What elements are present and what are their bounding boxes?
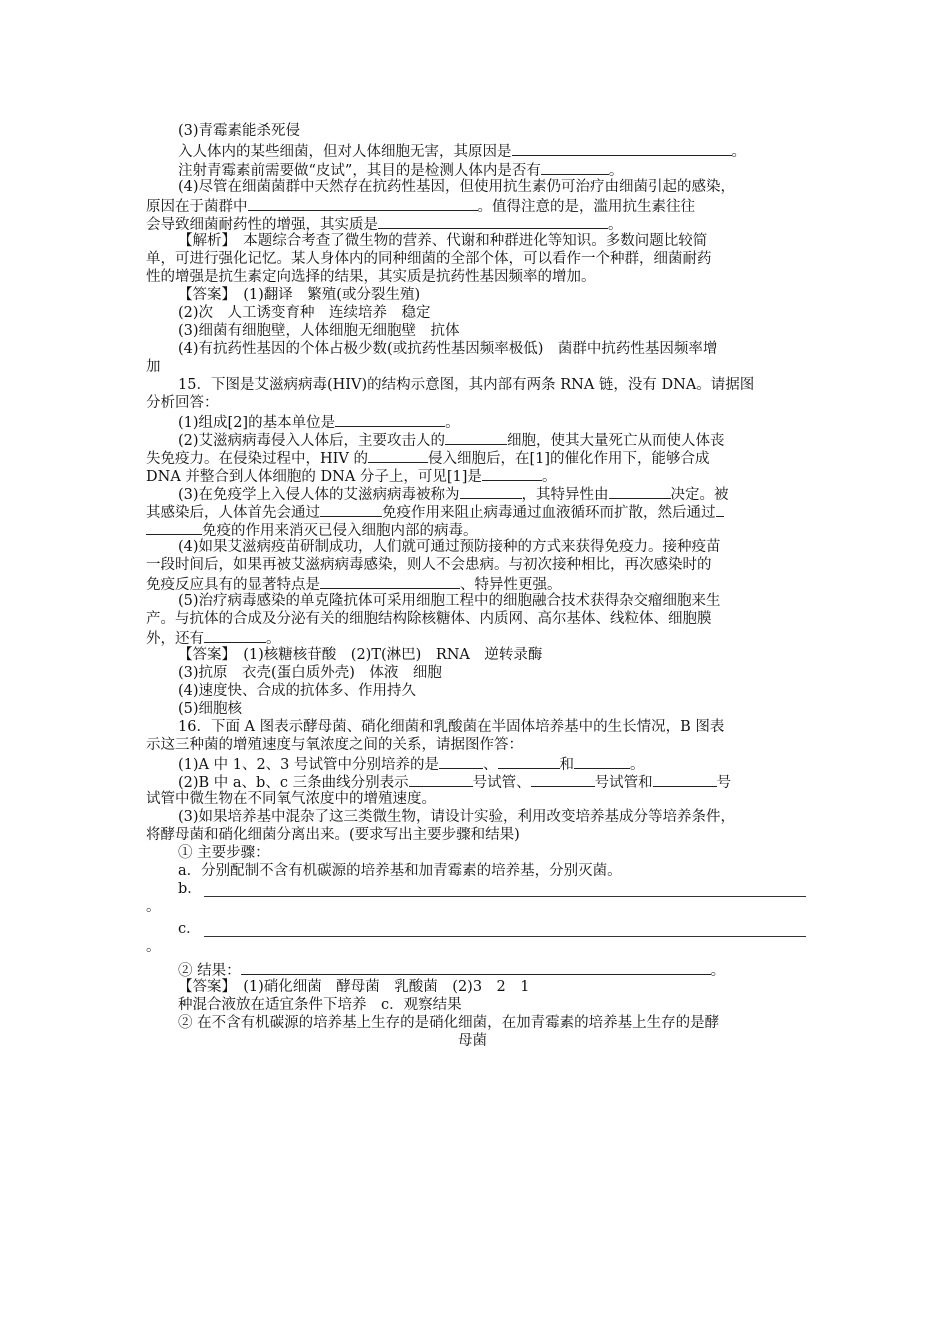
- text-span: 免疫作用来阻止病毒通过血液循环而扩散，然后通过: [382, 505, 716, 521]
- text-span: 。: [445, 415, 460, 431]
- text-line: 产。与抗体的合成及分泌有关的细胞结构除核糖体、内质网、高尔基体、线粒体、细胞膜: [146, 611, 712, 627]
- text-span: 免疫反应具有的显著特点是: [146, 577, 320, 593]
- text-line: (4)速度快、合成的抗体多、作用持久: [178, 683, 417, 699]
- text-line: (2)次 人工诱变育种 连续培养 稳定: [178, 305, 431, 321]
- text-span: 细胞，使其大量死亡从而使人体丧: [507, 433, 725, 449]
- text-line: (4)如果艾滋病疫苗研制成功，人们就可通过预防接种的方式来获得免疫力。接种疫苗: [178, 539, 721, 555]
- text-line: 【解析】 本题综合考查了微生物的营养、代谢和种群进化等知识。多数问题比较简: [178, 233, 708, 249]
- text-span: 。: [541, 469, 557, 485]
- text-span: 免疫的作用来消灭已侵入细胞内部的病毒。: [202, 523, 478, 539]
- text-span: 。: [608, 217, 623, 233]
- text-span: 。值得注意的是，滥用抗生素往往: [477, 199, 695, 215]
- answer-blank[interactable]: [204, 628, 266, 643]
- text-line: [178, 141, 746, 161]
- answer-blank[interactable]: [498, 754, 560, 769]
- text-line: 将酵母菌和硝化细菌分离出来。(要求写出主要步骤和结果): [146, 827, 520, 843]
- text-line: b．: [178, 881, 202, 897]
- text-line: 母菌: [458, 1033, 487, 1049]
- answer-blank[interactable]: [409, 772, 473, 787]
- answer-blank[interactable]: [574, 754, 630, 769]
- text-span: 。: [630, 757, 645, 773]
- text-line: c．: [178, 921, 201, 937]
- text-span: 号试管、: [472, 775, 531, 791]
- answer-blank[interactable]: [320, 502, 382, 517]
- text-line: 。: [146, 939, 161, 955]
- text-line: [178, 484, 729, 504]
- answer-blank[interactable]: [368, 448, 428, 463]
- text-line: [146, 502, 724, 522]
- text-span: 号: [716, 775, 732, 791]
- answer-blank[interactable]: [335, 412, 445, 427]
- text-line: (3)青霉素能杀死侵: [178, 123, 301, 139]
- text-line: [146, 214, 623, 234]
- text-span: 注射青霉素前需要做“皮试”，其目的是检测人体内是否有: [178, 163, 541, 179]
- text-span: 外，还有: [146, 631, 204, 647]
- text-line: 试管中微生物在不同氧气浓度中的增殖速度。: [146, 791, 436, 807]
- text-line: 。: [146, 899, 161, 915]
- text-line: [178, 430, 725, 450]
- text-span: 。: [710, 963, 726, 979]
- text-span: ，其特异性由: [521, 487, 609, 503]
- text-line: [146, 628, 281, 648]
- text-line: 加: [146, 359, 161, 375]
- answer-blank[interactable]: [531, 772, 595, 787]
- text-span: DNA 并整合到人体细胞的 DNA 分子上，可见[1]是: [146, 469, 482, 485]
- text-line: [146, 448, 710, 468]
- text-line: 一段时间后，如果再被艾滋病病毒感染，则人不会患病。与初次接种相比，再次感染时的: [146, 557, 712, 573]
- answer-blank[interactable]: [609, 484, 671, 499]
- text-line: (4)尽管在细菌菌群中天然存在抗药性基因，但使用抗生素仍可治疗由细菌引起的感染，: [178, 179, 736, 195]
- text-line: ① 主要步骤：: [178, 845, 270, 861]
- text-span: (1)A 中 1、2、3 号试管中分别培养的是: [178, 757, 440, 773]
- text-line: [146, 574, 562, 594]
- answer-blank[interactable]: [512, 141, 732, 156]
- text-span: 入人体内的某些细菌，但对人体细胞无害，其原因是: [178, 144, 512, 160]
- text-span: (3)在免疫学上入侵人体的艾滋病病毒被称为: [178, 487, 460, 503]
- answer-blank[interactable]: [241, 960, 711, 975]
- text-span: 决定。被: [670, 487, 729, 503]
- answer-blank[interactable]: [460, 484, 522, 499]
- answer-blank[interactable]: [653, 772, 717, 787]
- text-span: 和: [559, 757, 575, 773]
- text-line: 【答案】 (1)核糖核苷酸 (2)T(淋巴) RNA 逆转录酶: [178, 647, 543, 663]
- answer-blank[interactable]: [146, 520, 202, 535]
- text-line: 【答案】 (1)硝化细菌 酵母菌 乳酸菌 (2)3 2 1: [178, 979, 530, 995]
- text-span: 失免疫力。在侵染过程中，HIV 的: [146, 451, 368, 467]
- answer-blank[interactable]: [445, 430, 507, 445]
- text-line: 16．下面 A 图表示酵母菌、硝化细菌和乳酸菌在半固体培养基中的生长情况，B 图表: [178, 719, 725, 735]
- text-line: [178, 412, 460, 432]
- answer-blank[interactable]: [541, 160, 609, 175]
- answer-line-c[interactable]: [204, 936, 806, 937]
- text-line: (3)如果培养基中混杂了这三类微生物，请设计实验，利用改变培养基成分等培养条件，: [178, 809, 736, 825]
- text-span: (1)组成[2]的基本单位是: [178, 415, 336, 431]
- text-line: a．分别配制不含有机碳源的培养基和加青霉素的培养基，分别灭菌。: [178, 863, 622, 879]
- text-span: (2)艾滋病病毒侵入人体后，主要攻击人的: [178, 433, 446, 449]
- text-line: 分析回答：: [146, 395, 219, 411]
- text-span: 会导致细菌耐药性的增强，其实质是: [146, 217, 378, 233]
- text-span: ② 结果：: [178, 963, 241, 979]
- text-line: [178, 960, 725, 980]
- text-span: 侵入细胞后，在[1]的催化作用下，能够合成: [427, 451, 710, 467]
- answer-blank[interactable]: [482, 466, 542, 481]
- answer-blank[interactable]: [716, 502, 724, 517]
- text-line: [146, 466, 556, 486]
- text-line: (3)细菌有细胞壁，人体细胞无细胞壁 抗体: [178, 323, 460, 339]
- text-line: [178, 754, 645, 774]
- text-line: (5)治疗病毒感染的单克隆抗体可采用细胞工程中的细胞融合技术获得杂交瘤细胞来生: [178, 593, 721, 609]
- text-span: 、特异性更强。: [460, 577, 562, 593]
- text-line: [146, 196, 695, 216]
- text-line: [178, 772, 731, 792]
- text-span: 。: [731, 144, 746, 160]
- text-span: 号试管和: [594, 775, 653, 791]
- text-span: 其感染后，人体首先会通过: [146, 505, 320, 521]
- text-span: 、: [483, 757, 498, 773]
- text-line: (4)有抗药性基因的个体占极少数(或抗药性基因频率极低) 菌群中抗药性基因频率增: [178, 341, 718, 357]
- text-span: 。: [608, 163, 624, 179]
- answer-blank[interactable]: [439, 754, 483, 769]
- text-line: (3)抗原 衣壳(蛋白质外壳) 体液 细胞: [178, 665, 442, 681]
- text-span: 。: [266, 631, 281, 647]
- text-span: 原因在于菌群中: [146, 199, 248, 215]
- text-line: 性的增强是抗生素定向选择的结果，其实质是抗药性基因频率的增加。: [146, 269, 596, 285]
- text-line: 种混合液放在适宜条件下培养 c．观察结果: [178, 997, 462, 1013]
- text-line: ② 在不含有机碳源的培养基上生存的是硝化细菌，在加青霉素的培养基上生存的是酵: [178, 1015, 720, 1031]
- text-line: (5)细胞核: [178, 701, 243, 717]
- text-line: 示这三种菌的增殖速度与氧浓度之间的关系，请据图作答：: [146, 737, 523, 753]
- text-line: 【答案】 (1)翻译 繁殖(或分裂生殖): [178, 287, 421, 303]
- text-line: 单，可进行强化记忆。某人身体内的同种细菌的全部个体，可以看作一个种群，细菌耐药: [146, 251, 712, 267]
- answer-blank[interactable]: [378, 214, 608, 229]
- answer-blank[interactable]: [320, 574, 460, 589]
- text-line: 15．下图是艾滋病病毒(HIV)的结构示意图，其内部有两条 RNA 链，没有 DNA。请据图: [178, 377, 755, 393]
- text-span: (2)B 中 a、b、c 三条曲线分别表示: [178, 775, 409, 791]
- text-line: [178, 160, 623, 180]
- answer-line-b[interactable]: [204, 896, 806, 897]
- text-line: [146, 520, 478, 540]
- answer-blank[interactable]: [248, 196, 478, 211]
